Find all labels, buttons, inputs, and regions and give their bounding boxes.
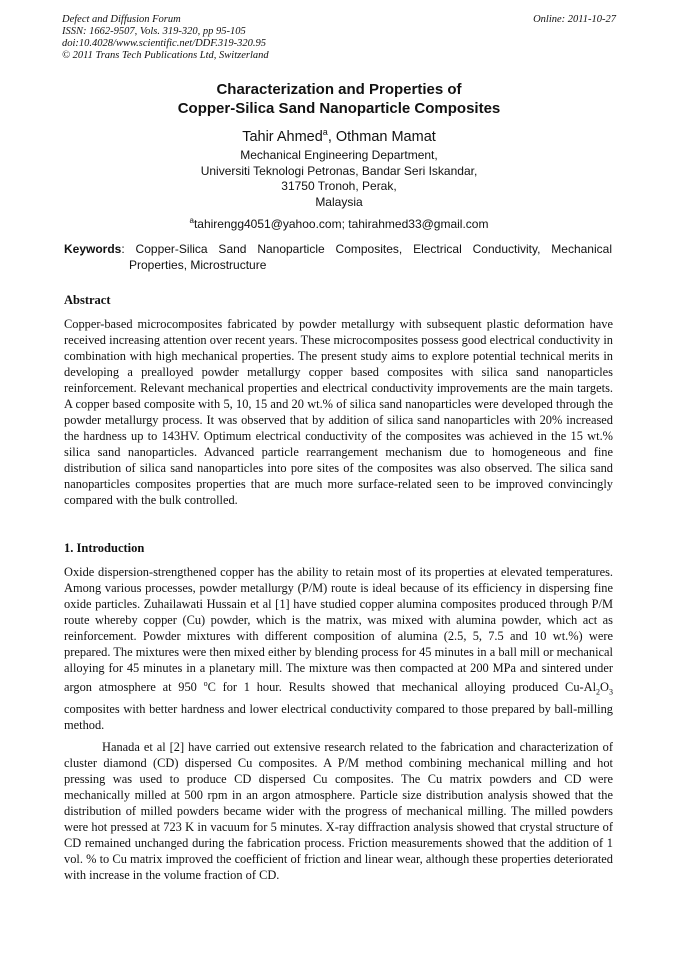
keywords-line-2: Properties, Microstructure — [129, 258, 267, 272]
email-affil-mark: a — [189, 216, 194, 225]
introduction-paragraph-2: Hanada et al [2] have carried out extensive research related to the fabrication and characterization of cluster diamond (CD) dispersed Cu composites. A P/M method combining mechanical milling and hot pressing was used to produce CD dispersed Cu composites. The Cu matrix powders and CD were mechanically milled at 500 rpm in an argon atmosphere. Particle size distribution analysis showed that the distribution of milled powders became wider with the progress of mechanical milling. The milled powders were hot pressed at 723 K in vacuum for 5 minutes. X-ray diffraction analysis showed that crystal structure of CD remained unchanged during the fabrication process. Friction measurements showed that the addition of 1 vol. % to Cu matrix improved the coefficient of friction and linear wear, although these properties deteriorated with increase in the volume fraction of CD. — [64, 740, 613, 882]
author-list — [62, 123, 616, 146]
author-1: Tahir Ahmed — [242, 128, 323, 145]
journal-issn: ISSN: 1662-9507, Vols. 319-320, pp 95-105 — [62, 26, 246, 37]
online-date: Online: 2011-10-27 — [533, 14, 616, 25]
keywords-label: Keywords — [64, 242, 122, 256]
author-email — [62, 213, 616, 232]
journal-copyright: © 2011 Trans Tech Publications Ltd, Switzerland — [62, 50, 269, 61]
intro-p1-text-c: O — [600, 680, 609, 695]
abstract-text: Copper-based microcomposites fabricated by powder metallurgy with subsequent plastic deformation have received increasing attention over recent years. These microcomposites possess good electrical conductivity in combination with high mechanical properties. The present study aims to explore potential technical merits in developing a prealloyed powder metallurgy copper based composites with silica sand nanoparticles reinforcement. Relevant mechanical properties and electrical conductivity improvements are the main targets. A copper based composite with 5, 10, 15 and 20 wt.% of silica sand nanoparticles were developed through the powder metallurgy process. It was observed that by addition of silica sand nanoparticles with 20% increased the hardness up to 143HV. Optimum electrical conductivity of the composites was achieved in the 15 wt.% silica sand nanoparticles. Advanced particle rearrangement mechanism due to homogeneous and fine distribution of silica sand nanoparticles into pore sites of the composites was also observed. The silica sand nanoparticles composites properties that are much more surface-related seen to be improved convincingly compared with the bulk controlled. — [64, 317, 613, 507]
paper-title — [62, 80, 616, 118]
introduction-heading: 1. Introduction — [64, 541, 145, 555]
journal-info — [62, 14, 269, 62]
affiliation-line-4: Malaysia — [315, 194, 363, 209]
intro-p1-text-a: Oxide dispersion-strengthened copper has the ability to retain most of its properties at elevated temperatures. Among various processes, powder metallurgy (P/M) route is ideal because of its efficiency in dispersing fine oxide particles. Zuhailawati Hussain et al [1] have studied copper alumina composites produced through P/M route whereby copper (Cu) powder, which is the matrix, was mixed with alumina powder, which act as reinforcement. Powder mixtures with different composition of alumina (2.5, 5, 7.5 and 10 wt.%) were prepared. The mixtures were then mixed either by blending process for 45 minutes in a ball mill or mechanical alloying for 45 minutes in a planetary mill. The mixture was then compacted at 200 MPa and sintered under argon atmosphere at 950 — [64, 565, 613, 695]
affiliation-line-1: Mechanical Engineering Department, — [240, 148, 438, 162]
abstract-heading: Abstract — [64, 293, 111, 307]
title-line-2: Copper-Silica Sand Nanoparticle Composites — [177, 100, 501, 117]
keywords-line-1 — [64, 241, 612, 257]
affiliation — [62, 148, 616, 210]
subscript-2: 2 — [596, 687, 601, 697]
keywords-text-1: : Copper-Silica Sand Nanoparticle Composites, Electrical Conductivity, Mechanical — [121, 242, 612, 256]
subscript-3: 3 — [609, 687, 613, 697]
intro-p1-text-b: C for 1 hour. Results showed that mechanical alloying produced Cu-Al — [207, 680, 597, 695]
author-1-affil-mark: a — [322, 127, 328, 137]
author-2: , Othman Mamat — [327, 128, 436, 145]
email-text: tahirengg4051@yahoo.com; tahirahmed33@gmail.com — [193, 217, 489, 231]
journal-name: Defect and Diffusion Forum — [62, 14, 181, 25]
degree-mark: o — [203, 679, 208, 688]
journal-doi: doi:10.4028/www.scientific.net/DDF.319-320.95 — [62, 38, 267, 49]
introduction-paragraph-1 — [64, 564, 613, 733]
affiliation-line-3: 31750 Tronoh, Perak, — [281, 179, 397, 193]
intro-p1-text-d: composites with better hardness and lower electrical conductivity compared to those prepared by ball-milling method. — [64, 701, 613, 732]
title-line-1: Characterization and Properties of — [216, 81, 462, 98]
affiliation-line-2: Universiti Teknologi Petronas, Bandar Seri Iskandar, — [200, 163, 478, 178]
